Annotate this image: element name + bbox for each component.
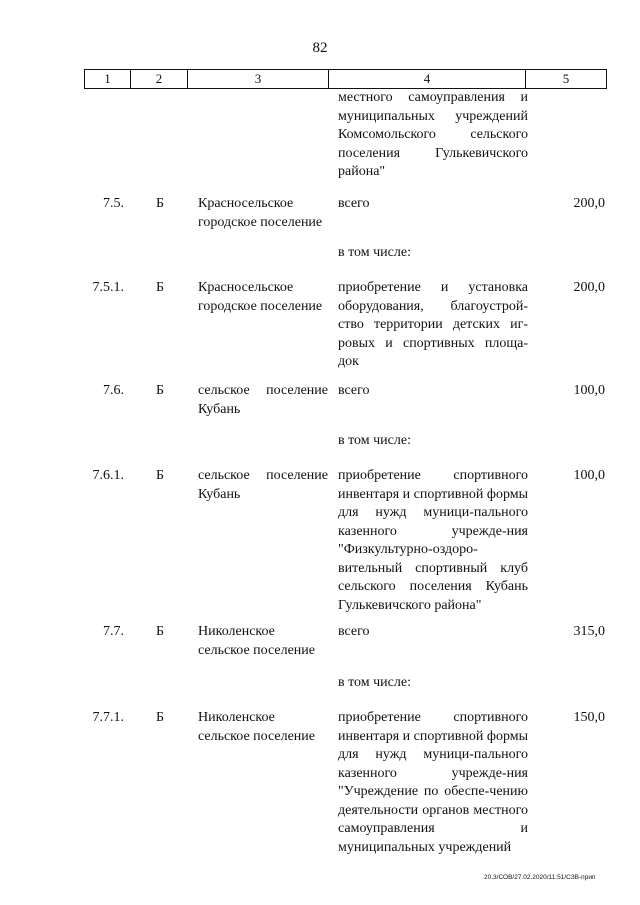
header-cell: 5	[525, 69, 607, 89]
row-number: 7.5.	[103, 196, 124, 211]
including-label: в том числе:	[338, 675, 411, 690]
row-amount: 200,0	[573, 196, 605, 211]
row-letter: Б	[155, 468, 165, 483]
row-letter: Б	[155, 710, 165, 725]
row-number: 7.6.	[103, 383, 124, 398]
continuation-text: местного самоуправления и муниципальных учреждений Комсомольского сельского поселения Гулькевичского района"	[338, 90, 528, 179]
row-amount: 100,0	[573, 468, 605, 483]
row-letter: Б	[155, 383, 165, 398]
row-description: всего	[338, 383, 370, 398]
row-description: всего	[338, 196, 370, 211]
row-amount: 315,0	[573, 624, 605, 639]
row-description: приобретение спортивного инвентаря и спортивной формы для нужд муници-пального казенного учрежде-ния "Физкультурно-оздоро-вительный спортивный клуб сельского поселения Кубань Гулькевичского района"	[338, 468, 529, 613]
row-amount: 100,0	[573, 383, 605, 398]
including-label: в том числе:	[338, 245, 411, 260]
row-description: приобретение и установка оборудования, благоустрой-ство территории детских иг-ровых и спортивных площа-док	[338, 280, 528, 369]
row-amount: 200,0	[573, 280, 605, 295]
page-number: 82	[312, 40, 328, 56]
header-cell: 3	[187, 69, 329, 89]
row-entity: Николенское сельское поселение	[198, 710, 315, 744]
including-label: в том числе:	[338, 433, 411, 448]
row-letter: Б	[155, 624, 165, 639]
row-entity: Николенское сельское поселение	[198, 624, 315, 658]
row-entity: сельское поселение Кубань	[198, 468, 328, 502]
row-description: приобретение спортивного инвентаря и спортивной формы для нужд муници-пального казенного учрежде-ния "Учреждение по обеспе-чению деятельности органов местного самоуправления и муниципальных учреждений	[338, 710, 529, 855]
row-number: 7.7.	[103, 624, 124, 639]
row-description: всего	[338, 624, 370, 639]
row-amount: 150,0	[573, 710, 605, 725]
row-entity: Красносельское городское поселение	[198, 196, 323, 230]
header-cell: 2	[130, 69, 188, 89]
row-number: 7.6.1.	[92, 468, 124, 483]
row-entity: Красносельское городское поселение	[198, 280, 323, 314]
header-cell: 4	[328, 69, 526, 89]
table-header	[84, 69, 611, 89]
row-number: 7.5.1.	[92, 280, 124, 295]
row-number: 7.7.1.	[92, 710, 124, 725]
row-letter: Б	[155, 196, 165, 211]
document-footer-code: 20.3/СОВ/27.02.2020/11:51/СЗВ-прип	[484, 874, 596, 881]
row-entity: сельское поселение Кубань	[198, 383, 328, 417]
row-letter: Б	[155, 280, 165, 295]
header-cell: 1	[84, 69, 131, 89]
